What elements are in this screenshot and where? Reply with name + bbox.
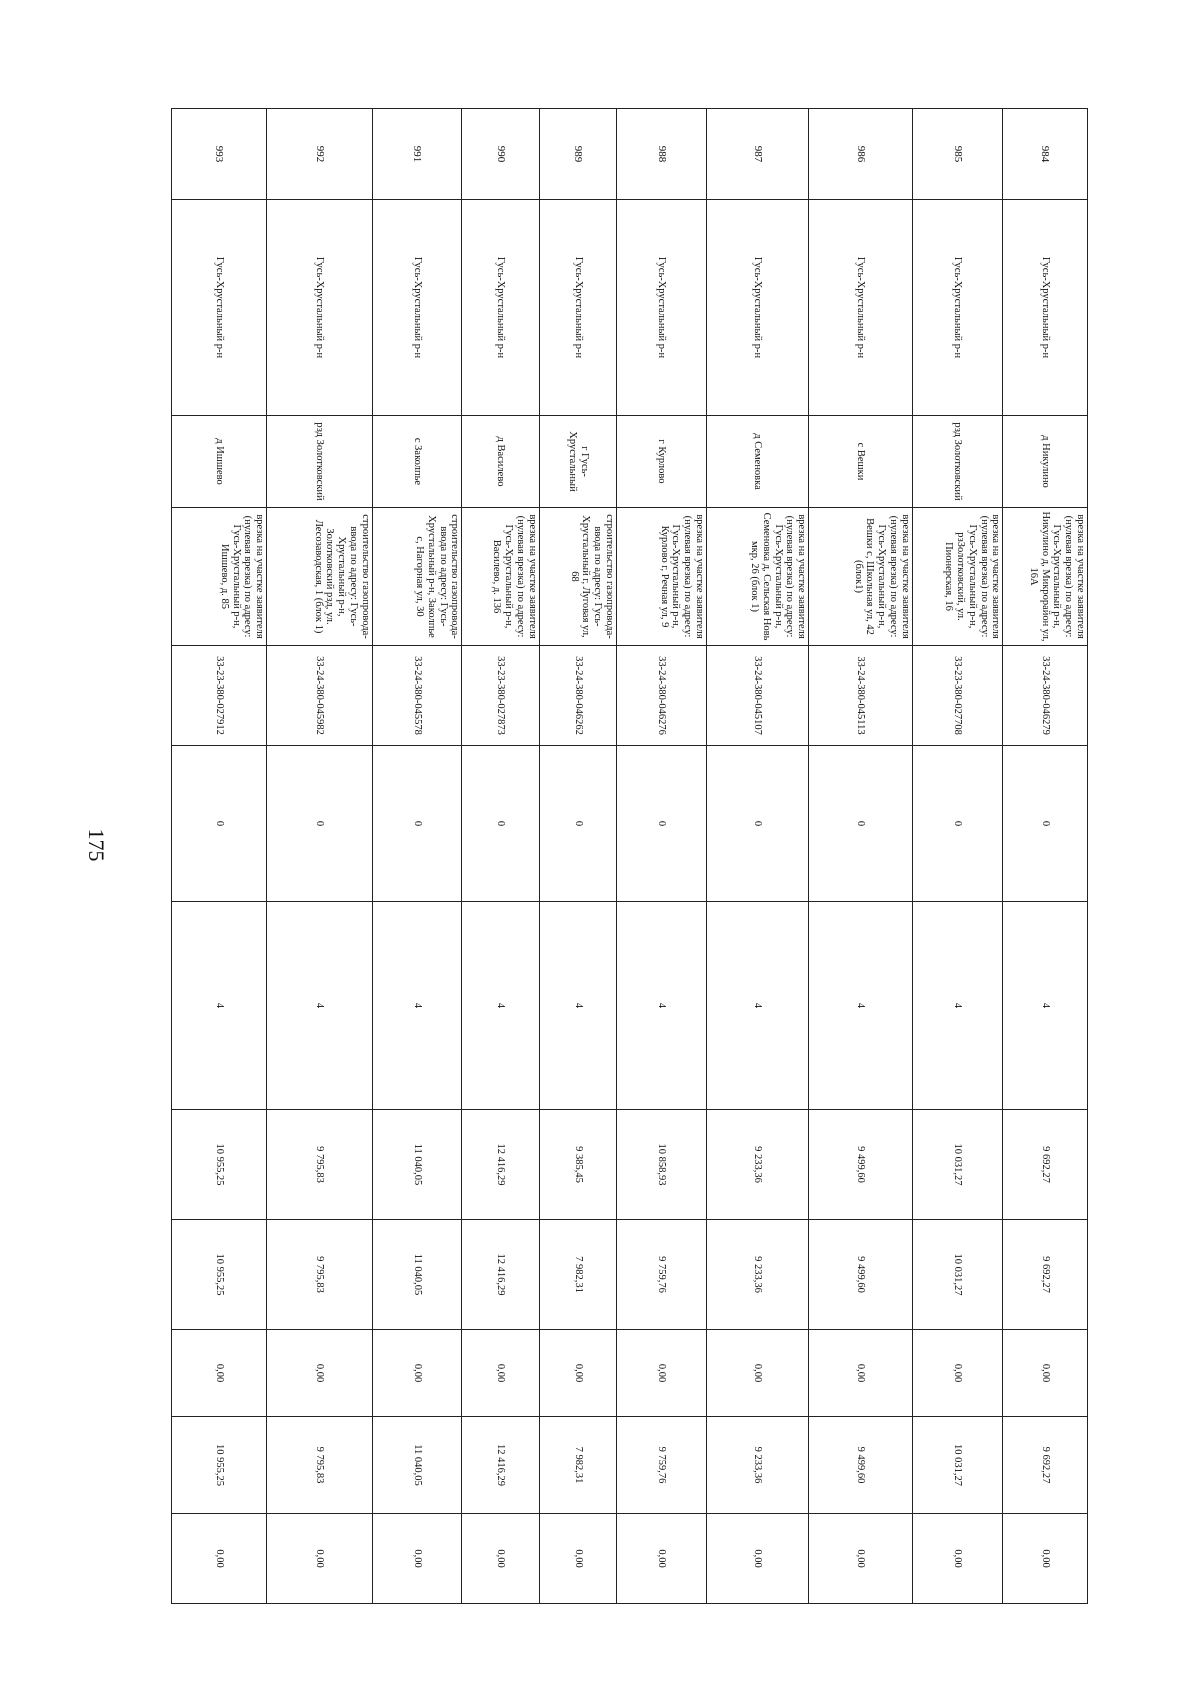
locality-cell: с Заколпье <box>372 416 462 508</box>
locality-cell: д Семеновка <box>706 416 808 508</box>
value-cell: 0,00 <box>617 1514 707 1604</box>
code-cell: 0 <box>912 746 1003 902</box>
district-cell: Гусь-Хрустальный р-н <box>617 200 707 416</box>
district-cell: Гусь-Хрустальный р-н <box>267 200 372 416</box>
value-cell: 7 982,31 <box>539 1417 616 1514</box>
rotated-table-wrapper <box>171 108 1088 1603</box>
code-cell: 0 <box>462 746 539 902</box>
district-cell: Гусь-Хрустальный р-н <box>539 200 616 416</box>
code-cell: 0 <box>172 746 267 902</box>
description-cell: врезка на участке заявителя (нулевая врезка) по адресу: Гусь-Хрустальный р-н, Никулино д, Микрорайон ул, 16А <box>1003 508 1088 646</box>
value-cell: 0,00 <box>462 1330 539 1417</box>
value-cell: 0,00 <box>617 1330 707 1417</box>
category-cell: 4 <box>617 902 707 1110</box>
value-cell: 9 692,27 <box>1003 1110 1088 1220</box>
category-cell: 4 <box>1003 902 1088 1110</box>
value-cell: 7 982,31 <box>539 1220 616 1330</box>
value-cell: 9 385,45 <box>539 1110 616 1220</box>
category-cell: 4 <box>809 902 912 1110</box>
category-cell: 4 <box>372 902 462 1110</box>
value-cell: 10 031,27 <box>912 1417 1003 1514</box>
row-number: 993 <box>172 109 267 200</box>
district-cell: Гусь-Хрустальный р-н <box>172 200 267 416</box>
data-table <box>171 108 1088 1604</box>
value-cell: 9 692,27 <box>1003 1417 1088 1514</box>
description-cell: строительство газопровода-ввода по адресу: Гусь-Хрустальный р-н, Заколпье с, Нагорная ул, 30 <box>372 508 462 646</box>
row-number: 987 <box>706 109 808 200</box>
value-cell: 0,00 <box>172 1514 267 1604</box>
description-cell: строительство газопровода-ввода по адресу: Гусь-Хрустальный г, Луговая ул, 68 <box>539 508 616 646</box>
value-cell: 0,00 <box>912 1330 1003 1417</box>
category-cell: 4 <box>267 902 372 1110</box>
value-cell: 0,00 <box>462 1514 539 1604</box>
description-cell: строительство газопровода-ввода по адресу: Гусь-Хрустальный р-н, Золотковский рзд, ул. Лесозаводская, 1 (блок 1) <box>267 508 372 646</box>
category-cell: 4 <box>539 902 616 1110</box>
category-cell: 4 <box>706 902 808 1110</box>
row-number: 988 <box>617 109 707 200</box>
cadastral-cell: 33-23-380-027873 <box>462 646 539 746</box>
row-number: 992 <box>267 109 372 200</box>
table-row <box>1003 109 1088 1604</box>
code-cell: 0 <box>1003 746 1088 902</box>
value-cell: 11 040,05 <box>372 1220 462 1330</box>
description-cell: врезка на участке заявителя (нулевая врезка) по адресу: Гусь-Хрустальный р-н, рзЗолотковский, ул. Пионерская, 16 <box>912 508 1003 646</box>
value-cell: 9 692,27 <box>1003 1220 1088 1330</box>
value-cell: 12 416,29 <box>462 1220 539 1330</box>
description-cell: врезка на участке заявителя (нулевая врезка) по адресу: Гусь-Хрустальный р-н, Василево, д. 136 <box>462 508 539 646</box>
cadastral-cell: 33-24-380-046279 <box>1003 646 1088 746</box>
locality-cell: д Ишшево <box>172 416 267 508</box>
cadastral-cell: 33-24-380-045107 <box>706 646 808 746</box>
table-row <box>912 109 1003 1604</box>
value-cell: 10 031,27 <box>912 1110 1003 1220</box>
value-cell: 10 031,27 <box>912 1220 1003 1330</box>
category-cell: 4 <box>172 902 267 1110</box>
district-cell: Гусь-Хрустальный р-н <box>809 200 912 416</box>
table-row <box>462 109 539 1604</box>
row-number: 991 <box>372 109 462 200</box>
value-cell: 10 955,25 <box>172 1417 267 1514</box>
value-cell: 10 955,25 <box>172 1220 267 1330</box>
row-number: 984 <box>1003 109 1088 200</box>
cadastral-cell: 33-23-380-027912 <box>172 646 267 746</box>
locality-cell: с Вешки <box>809 416 912 508</box>
code-cell: 0 <box>539 746 616 902</box>
district-cell: Гусь-Хрустальный р-н <box>372 200 462 416</box>
table-row <box>706 109 808 1604</box>
value-cell: 0,00 <box>1003 1330 1088 1417</box>
category-cell: 4 <box>912 902 1003 1110</box>
table-row <box>809 109 912 1604</box>
district-cell: Гусь-Хрустальный р-н <box>706 200 808 416</box>
value-cell: 9 795,83 <box>267 1110 372 1220</box>
value-cell: 0,00 <box>267 1330 372 1417</box>
description-cell: врезка на участке заявителя (нулевая врезка) по адресу: Гусь-Хрустальный р-н, Курлово г, Речная ул, 9 <box>617 508 707 646</box>
value-cell: 0,00 <box>267 1514 372 1604</box>
cadastral-cell: 33-24-380-045982 <box>267 646 372 746</box>
cadastral-cell: 33-24-380-045113 <box>809 646 912 746</box>
district-cell: Гусь-Хрустальный р-н <box>1003 200 1088 416</box>
table-row <box>617 109 707 1604</box>
table-row <box>172 109 267 1604</box>
district-cell: Гусь-Хрустальный р-н <box>462 200 539 416</box>
cadastral-cell: 33-23-380-027708 <box>912 646 1003 746</box>
value-cell: 0,00 <box>172 1330 267 1417</box>
row-number: 985 <box>912 109 1003 200</box>
table-row <box>539 109 616 1604</box>
value-cell: 0,00 <box>809 1330 912 1417</box>
cadastral-cell: 33-24-380-045578 <box>372 646 462 746</box>
cadastral-cell: 33-24-380-046262 <box>539 646 616 746</box>
value-cell: 9 759,76 <box>617 1220 707 1330</box>
value-cell: 11 040,05 <box>372 1110 462 1220</box>
locality-cell: рзд Золотковский <box>912 416 1003 508</box>
value-cell: 10 858,93 <box>617 1110 707 1220</box>
value-cell: 0,00 <box>372 1330 462 1417</box>
table-row <box>372 109 462 1604</box>
row-number: 986 <box>809 109 912 200</box>
value-cell: 9 795,83 <box>267 1220 372 1330</box>
value-cell: 0,00 <box>706 1514 808 1604</box>
value-cell: 9 499,60 <box>809 1110 912 1220</box>
row-number: 990 <box>462 109 539 200</box>
value-cell: 0,00 <box>539 1514 616 1604</box>
value-cell: 12 416,29 <box>462 1110 539 1220</box>
table-row <box>267 109 372 1604</box>
description-cell: врезка на участке заявителя (нулевая врезка) по адресу: Гусь-Хрустальный р-н, Семеновка д, Сельская Новь мкр, 26 (блок 1) <box>706 508 808 646</box>
value-cell: 9 499,60 <box>809 1220 912 1330</box>
code-cell: 0 <box>617 746 707 902</box>
value-cell: 0,00 <box>706 1330 808 1417</box>
district-cell: Гусь-Хрустальный р-н <box>912 200 1003 416</box>
code-cell: 0 <box>267 746 372 902</box>
category-cell: 4 <box>462 902 539 1110</box>
code-cell: 0 <box>372 746 462 902</box>
locality-cell: г Гусь-Хрустальный <box>539 416 616 508</box>
value-cell: 12 416,29 <box>462 1417 539 1514</box>
locality-cell: д Василево <box>462 416 539 508</box>
code-cell: 0 <box>809 746 912 902</box>
value-cell: 10 955,25 <box>172 1110 267 1220</box>
description-cell: врезка на участке заявителя (нулевая врезка) по адресу: Гусь-Хрустальный р-н, Ишшево, д. 85 <box>172 508 267 646</box>
cadastral-cell: 33-24-380-046276 <box>617 646 707 746</box>
value-cell: 0,00 <box>372 1514 462 1604</box>
row-number: 989 <box>539 109 616 200</box>
value-cell: 0,00 <box>539 1330 616 1417</box>
value-cell: 0,00 <box>912 1514 1003 1604</box>
value-cell: 11 040,05 <box>372 1417 462 1514</box>
value-cell: 9 499,60 <box>809 1417 912 1514</box>
code-cell: 0 <box>706 746 808 902</box>
locality-cell: д Никулино <box>1003 416 1088 508</box>
value-cell: 9 233,36 <box>706 1417 808 1514</box>
locality-cell: г Курлово <box>617 416 707 508</box>
value-cell: 0,00 <box>809 1514 912 1604</box>
description-cell: врезка на участке заявителя (нулевая врезка) по адресу: Гусь-Хрустальный р-н, Вешки с, Школьная ул, 42 (блок1) <box>809 508 912 646</box>
page-number: 175 <box>84 828 109 862</box>
value-cell: 9 795,83 <box>267 1417 372 1514</box>
value-cell: 9 233,36 <box>706 1220 808 1330</box>
locality-cell: рзд Золотковский <box>267 416 372 508</box>
value-cell: 0,00 <box>1003 1514 1088 1604</box>
value-cell: 9 233,36 <box>706 1110 808 1220</box>
value-cell: 9 759,76 <box>617 1417 707 1514</box>
